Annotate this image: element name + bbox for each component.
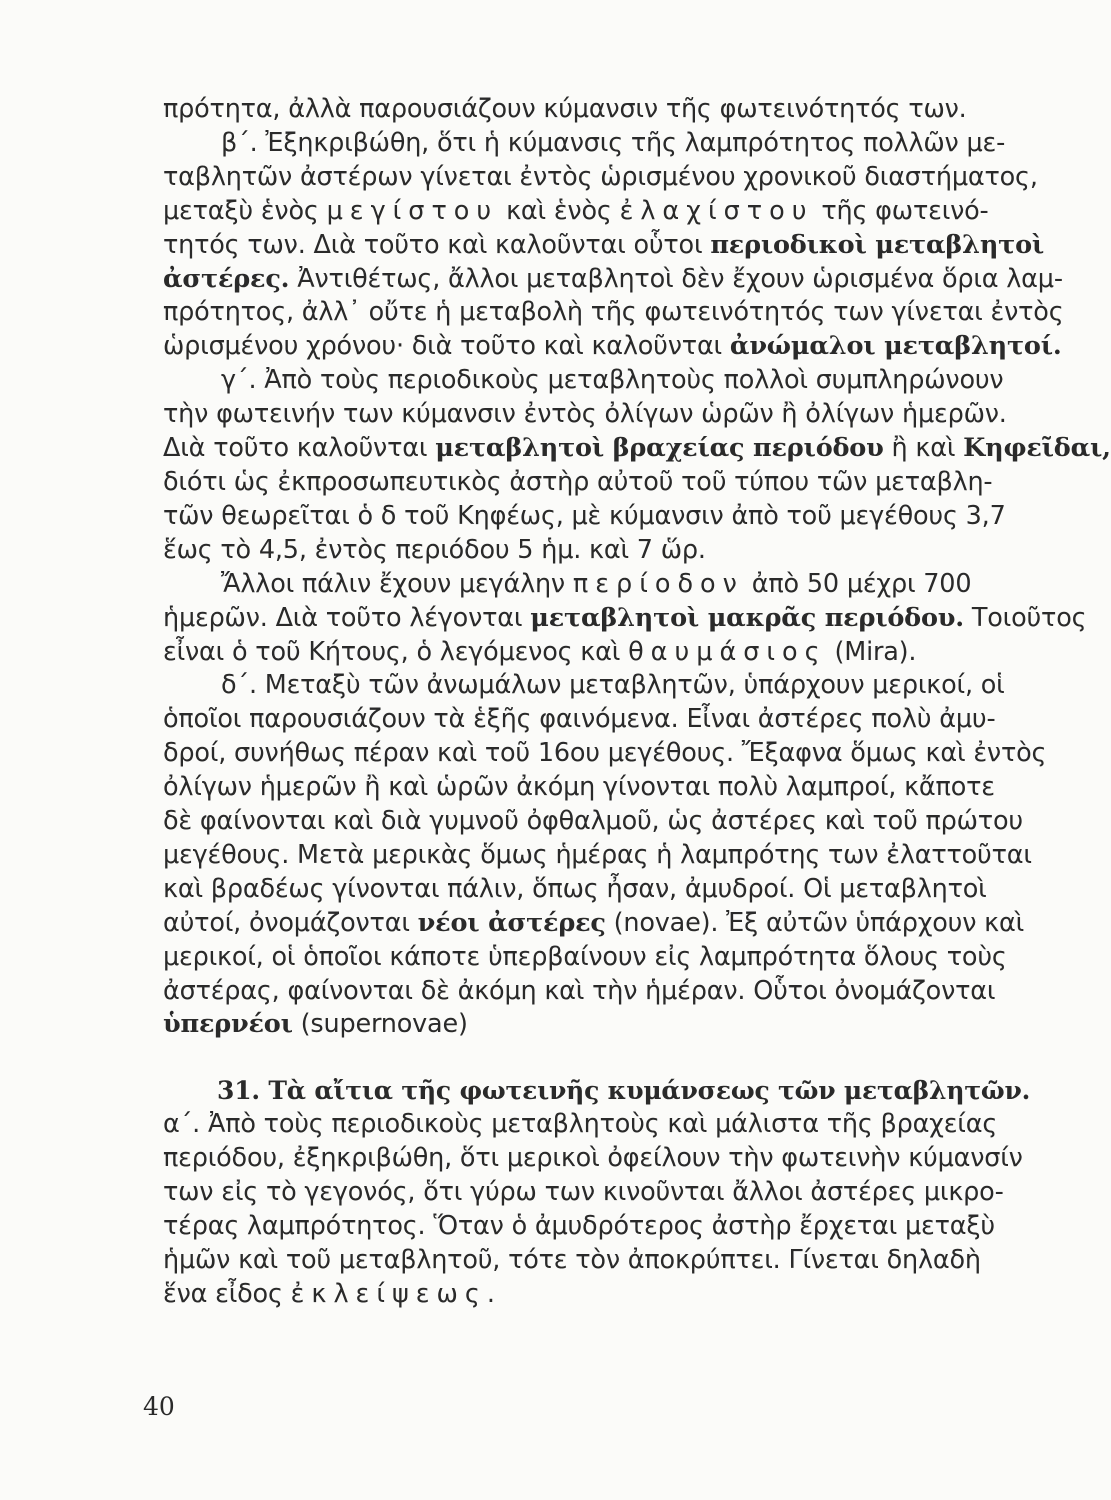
text-line	[163, 602, 1087, 636]
spaced-term: ἐκλείψεως.	[290, 1278, 502, 1309]
spaced-term: περίοδον	[572, 568, 744, 599]
text-run: εἶναι ὁ τοῦ Κήτους, ὁ λεγόμενος καὶ	[163, 636, 621, 667]
text-run: ἡμερῶν. Διὰ τοῦτο λέγονται	[163, 602, 523, 633]
text-line: ὁποῖοι παρουσιάζουν τὰ ἑξῆς φαινόμενα. Εἶναι ἀστέρες πολὺ ἀμυ-	[163, 704, 996, 735]
text-run: (supernovae)	[300, 1009, 468, 1040]
text-run: ἀπὸ 50 μέχρι 700	[751, 568, 972, 599]
text-line: περιόδου, ἐξηκριβώθη, ὅτι μερικοὶ ὀφείλουν τὴν φωτεινὴν κύμανσίν	[163, 1143, 1023, 1174]
text-line: α΄. Ἀπὸ τοὺς περιοδικοὺς μεταβλητοὺς καὶ μάλιστα τῆς βραχείας	[163, 1109, 998, 1140]
text-run: Ἄλλοι πάλιν ἔχουν μεγάλην	[221, 568, 565, 599]
spaced-term: ἐλαχίστου	[619, 195, 814, 226]
text-run: τητός των. Διὰ τοῦτο καὶ καλοῦνται οὗτοι	[163, 229, 703, 260]
text-run: Τοιοῦτος	[971, 602, 1087, 633]
bold-term: νέοι ἀστέρες	[417, 907, 606, 938]
section-gap	[163, 1042, 1011, 1074]
text-run: αὐτοί, ὀνομάζονται	[163, 907, 410, 938]
text-line: ἡμῶν καὶ τοῦ μεταβλητοῦ, τότε τὸν ἀποκρύπτει. Γίνεται δηλαδὴ	[163, 1244, 981, 1275]
text-run: ὡρισμένου χρόνου· διὰ τοῦτο καὶ καλοῦνται	[163, 331, 722, 362]
text-line: πρότητα, ἀλλὰ παρουσιάζουν κύμανσιν τῆς φωτεινότητός των.	[163, 94, 967, 124]
text-line: πρότητος, ἀλλ᾽ οὔτε ἡ μεταβολὴ τῆς φωτεινότητός των γίνεται ἐντὸς	[163, 297, 1064, 328]
text-line	[163, 636, 1011, 670]
text-line: γ΄. Ἀπὸ τοὺς περιοδικοὺς μεταβλητοὺς πολλοὶ συμπληρώνουν	[221, 365, 1004, 396]
text-run: ἢ καὶ	[891, 433, 956, 464]
text-run: Διὰ τοῦτο καλοῦνται	[163, 433, 428, 464]
text-run: ἕνα εἶδος	[163, 1278, 283, 1309]
bold-term: ἀνώμαλοι μεταβλητοί.	[729, 331, 1062, 362]
text-line	[163, 1008, 1011, 1042]
body-text	[163, 93, 1111, 1312]
text-line: ταβλητῶν ἀστέρων γίνεται ἐντὸς ὡρισμένου χρονικοῦ διαστήματος,	[163, 161, 1038, 192]
text-run: (novae). Ἐξ αὐτῶν ὑπάρχουν καὶ	[613, 907, 1025, 938]
text-line: τῶν θεωρεῖται ὁ δ τοῦ Κηφέως, μὲ κύμανσιν ἀπὸ τοῦ μεγέθους 3,7	[163, 500, 1006, 531]
text-run: Ἀντιθέτως, ἄλλοι μεταβλητοὶ δὲν ἔχουν ὡρισμένα ὅρια λαμ-	[297, 263, 1063, 294]
text-line: τέρας λαμπρότητος. Ὅταν ὁ ἀμυδρότερος ἀστὴρ ἔρχεται μεταξὺ	[163, 1211, 995, 1241]
text-line	[163, 229, 1045, 263]
text-line: μεγέθους. Μετὰ μερικὰς ὅμως ἡμέρας ἡ λαμπρότης των ἐλαττοῦται	[163, 839, 1032, 870]
text-line	[163, 568, 1011, 602]
bold-term: μεταβλητοὶ μακρᾶς περιόδου.	[530, 602, 964, 633]
text-run: μεταξὺ ἑνὸς	[163, 195, 319, 226]
spaced-term: μεγίστου	[326, 195, 499, 226]
bold-term: περιοδικοὶ μεταβλητοὶ	[710, 229, 1045, 260]
bold-term: ὑπερνέοι	[163, 1009, 293, 1040]
text-line	[163, 263, 1063, 297]
text-line: μερικοί, οἱ ὁποῖοι κάποτε ὑπερβαίνουν εἰς λαμπρότητα ὅλους τοὺς	[163, 941, 1007, 972]
bold-term: Κηφεῖδαι,	[963, 433, 1111, 464]
spaced-term: θαυμάσιος	[628, 636, 827, 667]
text-line: διότι ὡς ἐκπροσωπευτικὸς ἀστὴρ αὐτοῦ τοῦ τύπου τῶν μεταβλη-	[163, 466, 993, 497]
text-line: καὶ βραδέως γίνονται πάλιν, ὅπως ἦσαν, ἀμυδροί. Οἱ μεταβλητοὶ	[163, 873, 987, 904]
text-line: δροί, συνήθως πέραν καὶ τοῦ 16ου μεγέθους. Ἔξαφνα ὅμως καὶ ἐντὸς	[163, 738, 1047, 769]
text-line: β΄. Ἐξηκριβώθη, ὅτι ἡ κύμανσις τῆς λαμπρότητος πολλῶν με-	[221, 127, 1006, 158]
page-number: 40	[143, 1392, 175, 1421]
text-line	[163, 907, 1025, 941]
text-line: των εἰς τὸ γεγονός, ὅτι γύρω των κινοῦνται ἄλλοι ἀστέρες μικρο-	[163, 1177, 1004, 1208]
text-line	[163, 330, 1062, 364]
text-line: δὲ φαίνονται καὶ διὰ γυμνοῦ ὀφθαλμοῦ, ὡς ἀστέρες καὶ τοῦ πρώτου	[163, 806, 1023, 837]
text-line	[163, 195, 1011, 229]
text-line: ἀστέρας, φαίνονται δὲ ἀκόμη καὶ τὴν ἡμέραν. Οὗτοι ὀνομάζονται	[163, 975, 996, 1006]
text-run: καὶ ἑνὸς	[506, 195, 612, 226]
bold-term: ἀστέρες.	[163, 263, 290, 294]
text-line: δ΄. Μεταξὺ τῶν ἀνωμάλων μεταβλητῶν, ὑπάρχουν μερικοί, οἱ	[221, 670, 1005, 701]
bold-term: μεταβλητοὶ βραχείας περιόδου	[435, 433, 884, 464]
text-line	[163, 432, 1111, 466]
text-line: ἕως τὸ 4,5, ἐντὸς περιόδου 5 ἡμ. καὶ 7 ὥρ.	[163, 534, 706, 565]
section-heading: 31. Τὰ αἴτια τῆς φωτεινῆς κυμάνσεως τῶν μεταβλητῶν.	[217, 1076, 1031, 1106]
text-line: τὴν φωτεινήν των κύμανσιν ἐντὸς ὀλίγων ὡρῶν ἢ ὀλίγων ἡμερῶν.	[163, 399, 1007, 430]
text-line	[163, 1278, 1011, 1312]
text-line: ὀλίγων ἡμερῶν ἢ καὶ ὡρῶν ἀκόμη γίνονται πολὺ λαμπροί, κἄποτε	[163, 772, 995, 803]
text-run: τῆς φωτεινό-	[821, 195, 989, 226]
text-run: (Mira).	[834, 636, 917, 667]
